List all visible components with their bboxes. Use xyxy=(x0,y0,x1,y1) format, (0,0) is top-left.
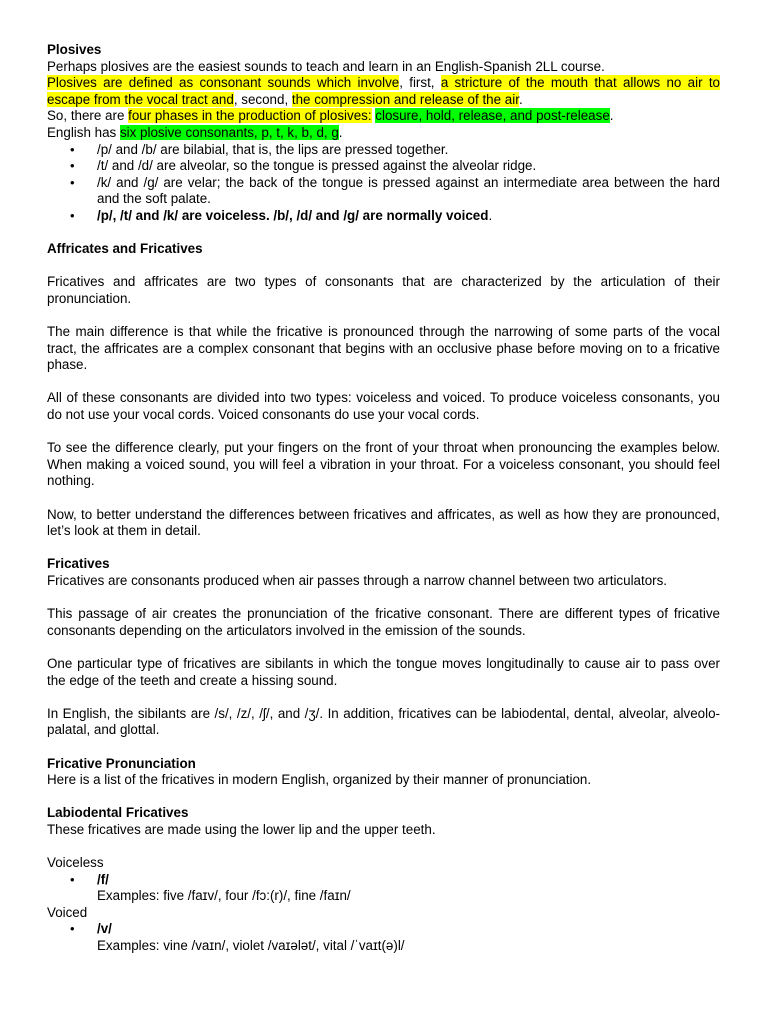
bullet-icon: • xyxy=(70,207,75,223)
plosives-heading: Plosives xyxy=(47,42,102,57)
plosives-consonants: English has six plosive consonants, p, t, k, b, d, g. xyxy=(47,124,343,140)
pronunciation-paragraph: Here is a list of the fricatives in modern English, organized by their manner of pronunciation. xyxy=(47,772,592,788)
phoneme-symbol: /f/ xyxy=(97,871,109,887)
fricatives-paragraph: One particular type of fricatives are sibilants in which the tongue moves longitudinally to cause air to pass over the edge of the teeth and create a hissing sound. xyxy=(47,655,720,688)
examples-text: Examples: vine /vaɪn/, violet /vaɪələt/, vital /ˈvaɪt(ə)l/ xyxy=(97,938,405,954)
highlight-four-phases: four phases in the production of plosives: xyxy=(128,108,372,124)
list-item: • /p/, /t/ and /k/ are voiceless. /b/, /d/ and /g/ are normally voiced. xyxy=(70,207,493,223)
affricates-paragraph: All of these consonants are divided into two types: voiceless and voiced. To produce voiceless consonants, you do not use your vocal cords. Voiced consonants do use your vocal cords. xyxy=(47,390,720,423)
highlight-compression: the compression and release of the air xyxy=(291,91,519,107)
list-item xyxy=(47,921,720,954)
affricates-paragraph: Now, to better understand the differences between fricatives and affricates, as well as how they are pronounced, let’s look at them in detail. xyxy=(47,506,720,539)
plosives-bullet-list xyxy=(47,142,720,225)
plosives-phases: So, there are four phases in the production of plosives: closure, hold, release, and post-release. xyxy=(47,108,614,124)
voiced-list xyxy=(47,921,720,954)
bullet-icon: • xyxy=(70,141,75,157)
fricatives-paragraph: In English, the sibilants are /s/, /z/, /ʃ/, and /ʒ/. In addition, fricatives can be labiodental, dental, alveolar, alveolo-palatal, and glottal. xyxy=(47,705,720,738)
affricates-paragraph: To see the difference clearly, put your fingers on the front of your throat when pronouncing the examples below. When making a voiced sound, you will feel a vibration in your throat. For a voiceless consonant, you should feel nothing. xyxy=(47,440,720,489)
labiodental-heading: Labiodental Fricatives xyxy=(47,805,189,821)
highlight-definition: Plosives are defined as consonant sounds which involve xyxy=(47,75,400,91)
voiced-label: Voiced xyxy=(47,904,88,920)
plosives-definition: Plosives are defined as consonant sounds which involve, first, a stricture of the mouth that allows no air to escape from the vocal tract and, second, the compression and release of the air. xyxy=(47,75,720,107)
highlight-stricture: a stricture of the mouth that allows no air to escape from the vocal tract and xyxy=(47,75,720,107)
voiceless-list xyxy=(47,872,720,905)
fricatives-paragraph: Fricatives are consonants produced when air passes through a narrow channel between two articulators. xyxy=(47,573,668,588)
plosives-intro: Perhaps plosives are the easiest sounds to teach and learn in an English-Spanish 2LL course. xyxy=(47,58,605,74)
affricates-paragraph: The main difference is that while the fricative is pronounced through the narrowing of some parts of the vocal tract, the affricates are a complex consonant that begins with an occlusive phase before moving on to a fricative phase. xyxy=(47,324,720,373)
affricates-paragraph: Fricatives and affricates are two types of consonants that are characterized by the articulation of their pronunciation. xyxy=(47,274,720,306)
phoneme-symbol: /v/ xyxy=(97,921,112,937)
list-item: • /t/ and /d/ are alveolar, so the tongue is pressed against the alveolar ridge. xyxy=(70,158,537,174)
bullet-icon: • xyxy=(70,871,75,887)
bullet-icon: • xyxy=(70,174,75,190)
labiodental-paragraph: These fricatives are made using the lower lip and the upper teeth. xyxy=(47,821,436,837)
pronunciation-heading: Fricative Pronunciation xyxy=(47,755,196,771)
list-item xyxy=(47,872,720,905)
highlight-phase-list: closure, hold, release, and post-release xyxy=(375,108,610,124)
examples-text: Examples: five /faɪv/, four /fɔ:(r)/, fine /faɪn/ xyxy=(97,888,351,904)
bullet-icon: • xyxy=(70,921,75,937)
bullet-icon: • xyxy=(70,158,75,174)
list-item: • /k/ and /g/ are velar; the back of the tongue is pressed against an intermediate area between the hard and the soft palate. xyxy=(70,174,720,207)
voiceless-label: Voiceless xyxy=(47,855,104,871)
fricatives-paragraph: This passage of air creates the pronunciation of the fricative consonant. There are different types of fricative consonants depending on the articulators involved in the emission of the sounds. xyxy=(47,606,720,638)
list-item: • /p/ and /b/ are bilabial, that is, the lips are pressed together. xyxy=(70,141,449,157)
highlight-six-plosives: six plosive consonants, p, t, k, b, d, g xyxy=(119,124,339,140)
affricates-heading: Affricates and Fricatives xyxy=(47,241,203,257)
fricatives-heading: Fricatives xyxy=(47,556,110,572)
